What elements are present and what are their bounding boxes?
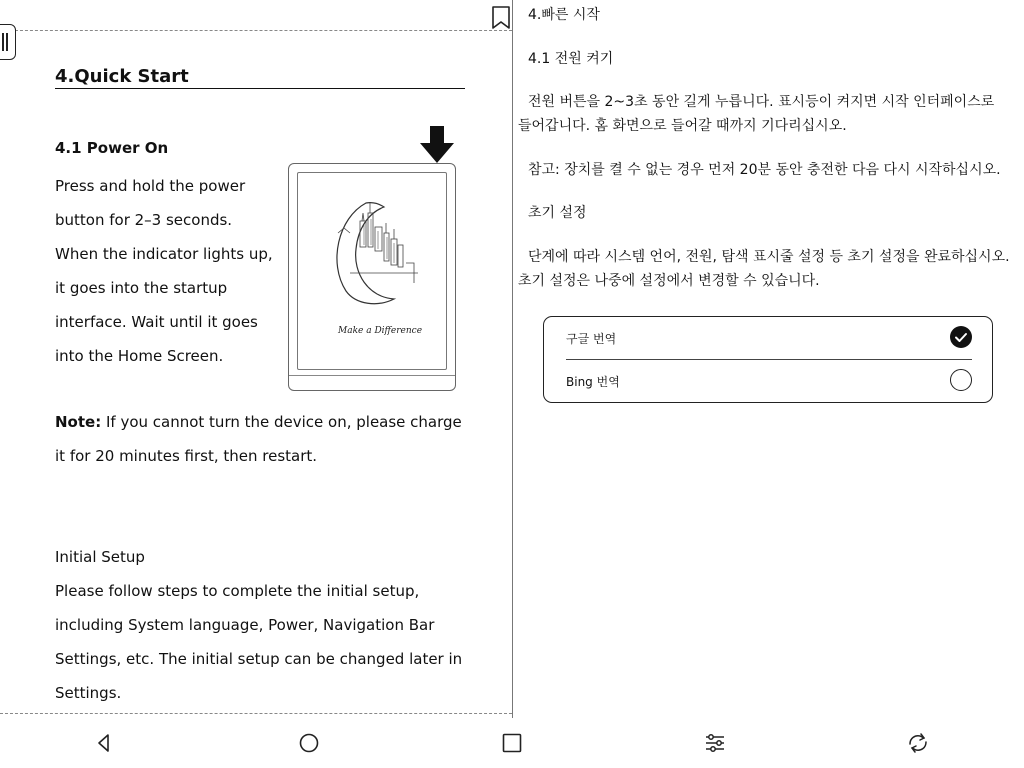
radio-unchecked-icon[interactable]: [950, 369, 972, 391]
page-title: 4.Quick Start: [55, 66, 465, 89]
translation-engine-selector: [543, 316, 993, 403]
initial-setup-title: Initial Setup: [55, 548, 145, 566]
device-illustration: [288, 163, 456, 391]
radio-checked-icon[interactable]: [950, 326, 972, 348]
translated-initial-setup-paragraph: 단계에 따라 시스템 언어, 전원, 탐색 표시줄 설정 등 초기 설정을 완료하십시오. 초기 설정은 나중에 설정에서 변경할 수 있습니다.: [518, 249, 1010, 289]
power-on-paragraph: Press and hold the power button for 2–3 seconds. When the indicator lights up, it goes into the startup interface. Wait until it goes into the Home Screen.: [55, 177, 273, 365]
device-screen: [297, 172, 447, 370]
option-label: 구글 번역: [566, 332, 617, 346]
translated-power-paragraph: 전원 버튼을 2~3초 동안 길게 누릅니다. 표시등이 켜지면 시작 인터페이스로 들어갑니다. 홈 화면으로 들어갈 때까지 기다리십시오.: [518, 94, 995, 134]
note-paragraph: [55, 405, 465, 473]
bookmark-icon[interactable]: [491, 6, 511, 30]
refresh-icon[interactable]: [905, 730, 931, 756]
page-bottom-divider: [0, 713, 512, 714]
side-menu-handle[interactable]: [0, 24, 16, 60]
section-title: 4.1 Power On: [55, 139, 169, 157]
translated-note-paragraph: 참고: 장치를 켤 수 없는 경우 먼저 20분 동안 충전한 다음 다시 시작하십시오.: [528, 162, 1001, 178]
translated-title: 4.빠른 시작: [528, 7, 600, 23]
note-label: Note:: [55, 413, 102, 431]
translated-initial-setup-title: 초기 설정: [528, 205, 587, 221]
note-text: If you cannot turn the device on, please charge it for 20 minutes first, then restart.: [55, 413, 462, 465]
translation-option-bing[interactable]: [566, 360, 972, 402]
initial-setup-paragraph: Please follow steps to complete the initial setup, including System language, Power, Navigation Bar Settings, etc. The initial setup can be changed later in Settings.: [55, 582, 463, 702]
recent-apps-icon[interactable]: [499, 730, 525, 756]
back-icon[interactable]: [91, 730, 117, 756]
navigation-bar: [0, 718, 1024, 768]
moon-city-illustration: [298, 173, 446, 369]
page-top-divider: [0, 30, 512, 31]
device-chin: [289, 375, 455, 390]
option-label: Bing 번역: [566, 375, 620, 389]
adjust-sliders-icon[interactable]: [702, 730, 728, 756]
home-icon[interactable]: [296, 730, 322, 756]
split-screen-divider[interactable]: [512, 0, 513, 718]
down-arrow-icon: [419, 126, 455, 164]
translation-option-google[interactable]: [566, 317, 972, 360]
translated-section-title: 4.1 전원 켜기: [528, 51, 614, 67]
illustration-script: Make a Difference: [338, 326, 423, 336]
